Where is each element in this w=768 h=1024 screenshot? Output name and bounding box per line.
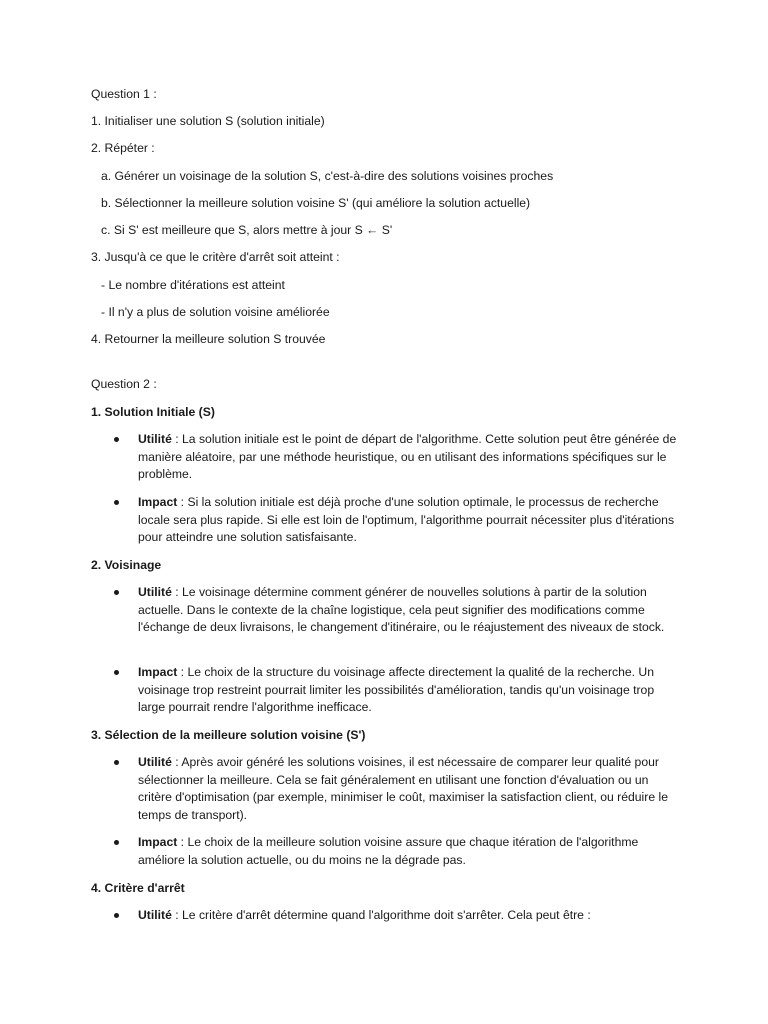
bullet-dot [114, 590, 119, 595]
bullet-dot [114, 913, 119, 918]
q1-step-2b: b. Sélectionner la meilleure solution voisine S' (qui améliore la solution actuelle) [101, 196, 531, 210]
bullet-text: : Si la solution initiale est déjà proche d'une solution optimale, le processus de recherche locale sera plus rapide. Si elle est loin de l'optimum, l'algorithme pourrait nécessiter plus d'itérations pour atteindre une solution satisfaisante. [138, 495, 675, 545]
bullet-dot [114, 500, 119, 505]
section-heading: 4. Critère d'arrêt [91, 881, 185, 895]
bullet-text: : Le choix de la meilleure solution voisine assure que chaque itération de l'algorithme améliore la solution actuelle, ou du moins ne la dégrade pas. [138, 835, 639, 867]
bullet-text: : Après avoir généré les solutions voisines, il est nécessaire de comparer leur qualité pour sélectionner la meilleure. Cela se fait généralement en utilisant une fonction d'évaluation ou un critère d'optimisation (par exemple, minimiser le coût, maximiser la satisfaction client, ou réduire le temps de transport). [138, 755, 668, 822]
bullet-item [138, 584, 683, 637]
q1-step-3: 3. Jusqu'à ce que le critère d'arrêt soit atteint : [91, 250, 340, 264]
bullet-dot [114, 437, 119, 442]
bullet-item [138, 834, 683, 869]
bullet-label: Utilité [138, 585, 172, 599]
bullet-dot [114, 670, 119, 675]
question-1-title: Question 1 : [91, 87, 157, 101]
bullet-item [138, 907, 683, 925]
q1-step-3-item-1: - Le nombre d'itérations est atteint [101, 278, 285, 292]
question-2-title: Question 2 : [91, 377, 157, 391]
bullet-dot [114, 760, 119, 765]
bullet-label: Impact [138, 495, 178, 509]
q1-step-4: 4. Retourner la meilleure solution S trouvée [91, 332, 326, 346]
bullet-item [138, 494, 683, 547]
bullet-text: : Le choix de la structure du voisinage affecte directement la qualité de la recherche. Un voisinage trop restreint pourrait limiter les possibilités d'amélioration, tandis qu'un voisinage trop large pourrait rendre l'algorithme inefficace. [138, 665, 655, 715]
bullet-text: : La solution initiale est le point de départ de l'algorithme. Cette solution peut être générée de manière aléatoire, par une méthode heuristique, ou en utilisant des informations spécifiques sur le problème. [138, 432, 677, 482]
bullet-label: Utilité [138, 908, 172, 922]
q1-step-3-item-2: - Il n'y a plus de solution voisine améliorée [101, 305, 330, 319]
bullet-item [138, 664, 683, 717]
q1-step-2a: a. Générer un voisinage de la solution S, c'est-à-dire des solutions voisines proches [101, 169, 554, 183]
q1-step-2: 2. Répéter : [91, 141, 155, 155]
bullet-label: Utilité [138, 432, 172, 446]
bullet-label: Impact [138, 665, 178, 679]
section-heading: 1. Solution Initiale (S) [91, 405, 215, 419]
q1-step-2c: c. Si S' est meilleure que S, alors mettre à jour S ← S' [101, 223, 393, 237]
bullet-dot [114, 840, 119, 845]
q1-step-1: 1. Initialiser une solution S (solution initiale) [91, 114, 325, 128]
bullet-label: Utilité [138, 755, 172, 769]
bullet-item [138, 431, 683, 484]
section-heading: 3. Sélection de la meilleure solution voisine (S') [91, 728, 366, 742]
bullet-text: : Le critère d'arrêt détermine quand l'algorithme doit s'arrêter. Cela peut être : [171, 908, 591, 922]
bullet-text: : Le voisinage détermine comment générer de nouvelles solutions à partir de la solution actuelle. Dans le contexte de la chaîne logistique, cela peut signifier des modifications comme l'échange de deux livraisons, le changement d'itinéraire, ou le réajustement des niveaux de stock. [138, 585, 665, 635]
bullet-label: Impact [138, 835, 178, 849]
section-heading: 2. Voisinage [91, 558, 162, 572]
bullet-item [138, 754, 683, 824]
